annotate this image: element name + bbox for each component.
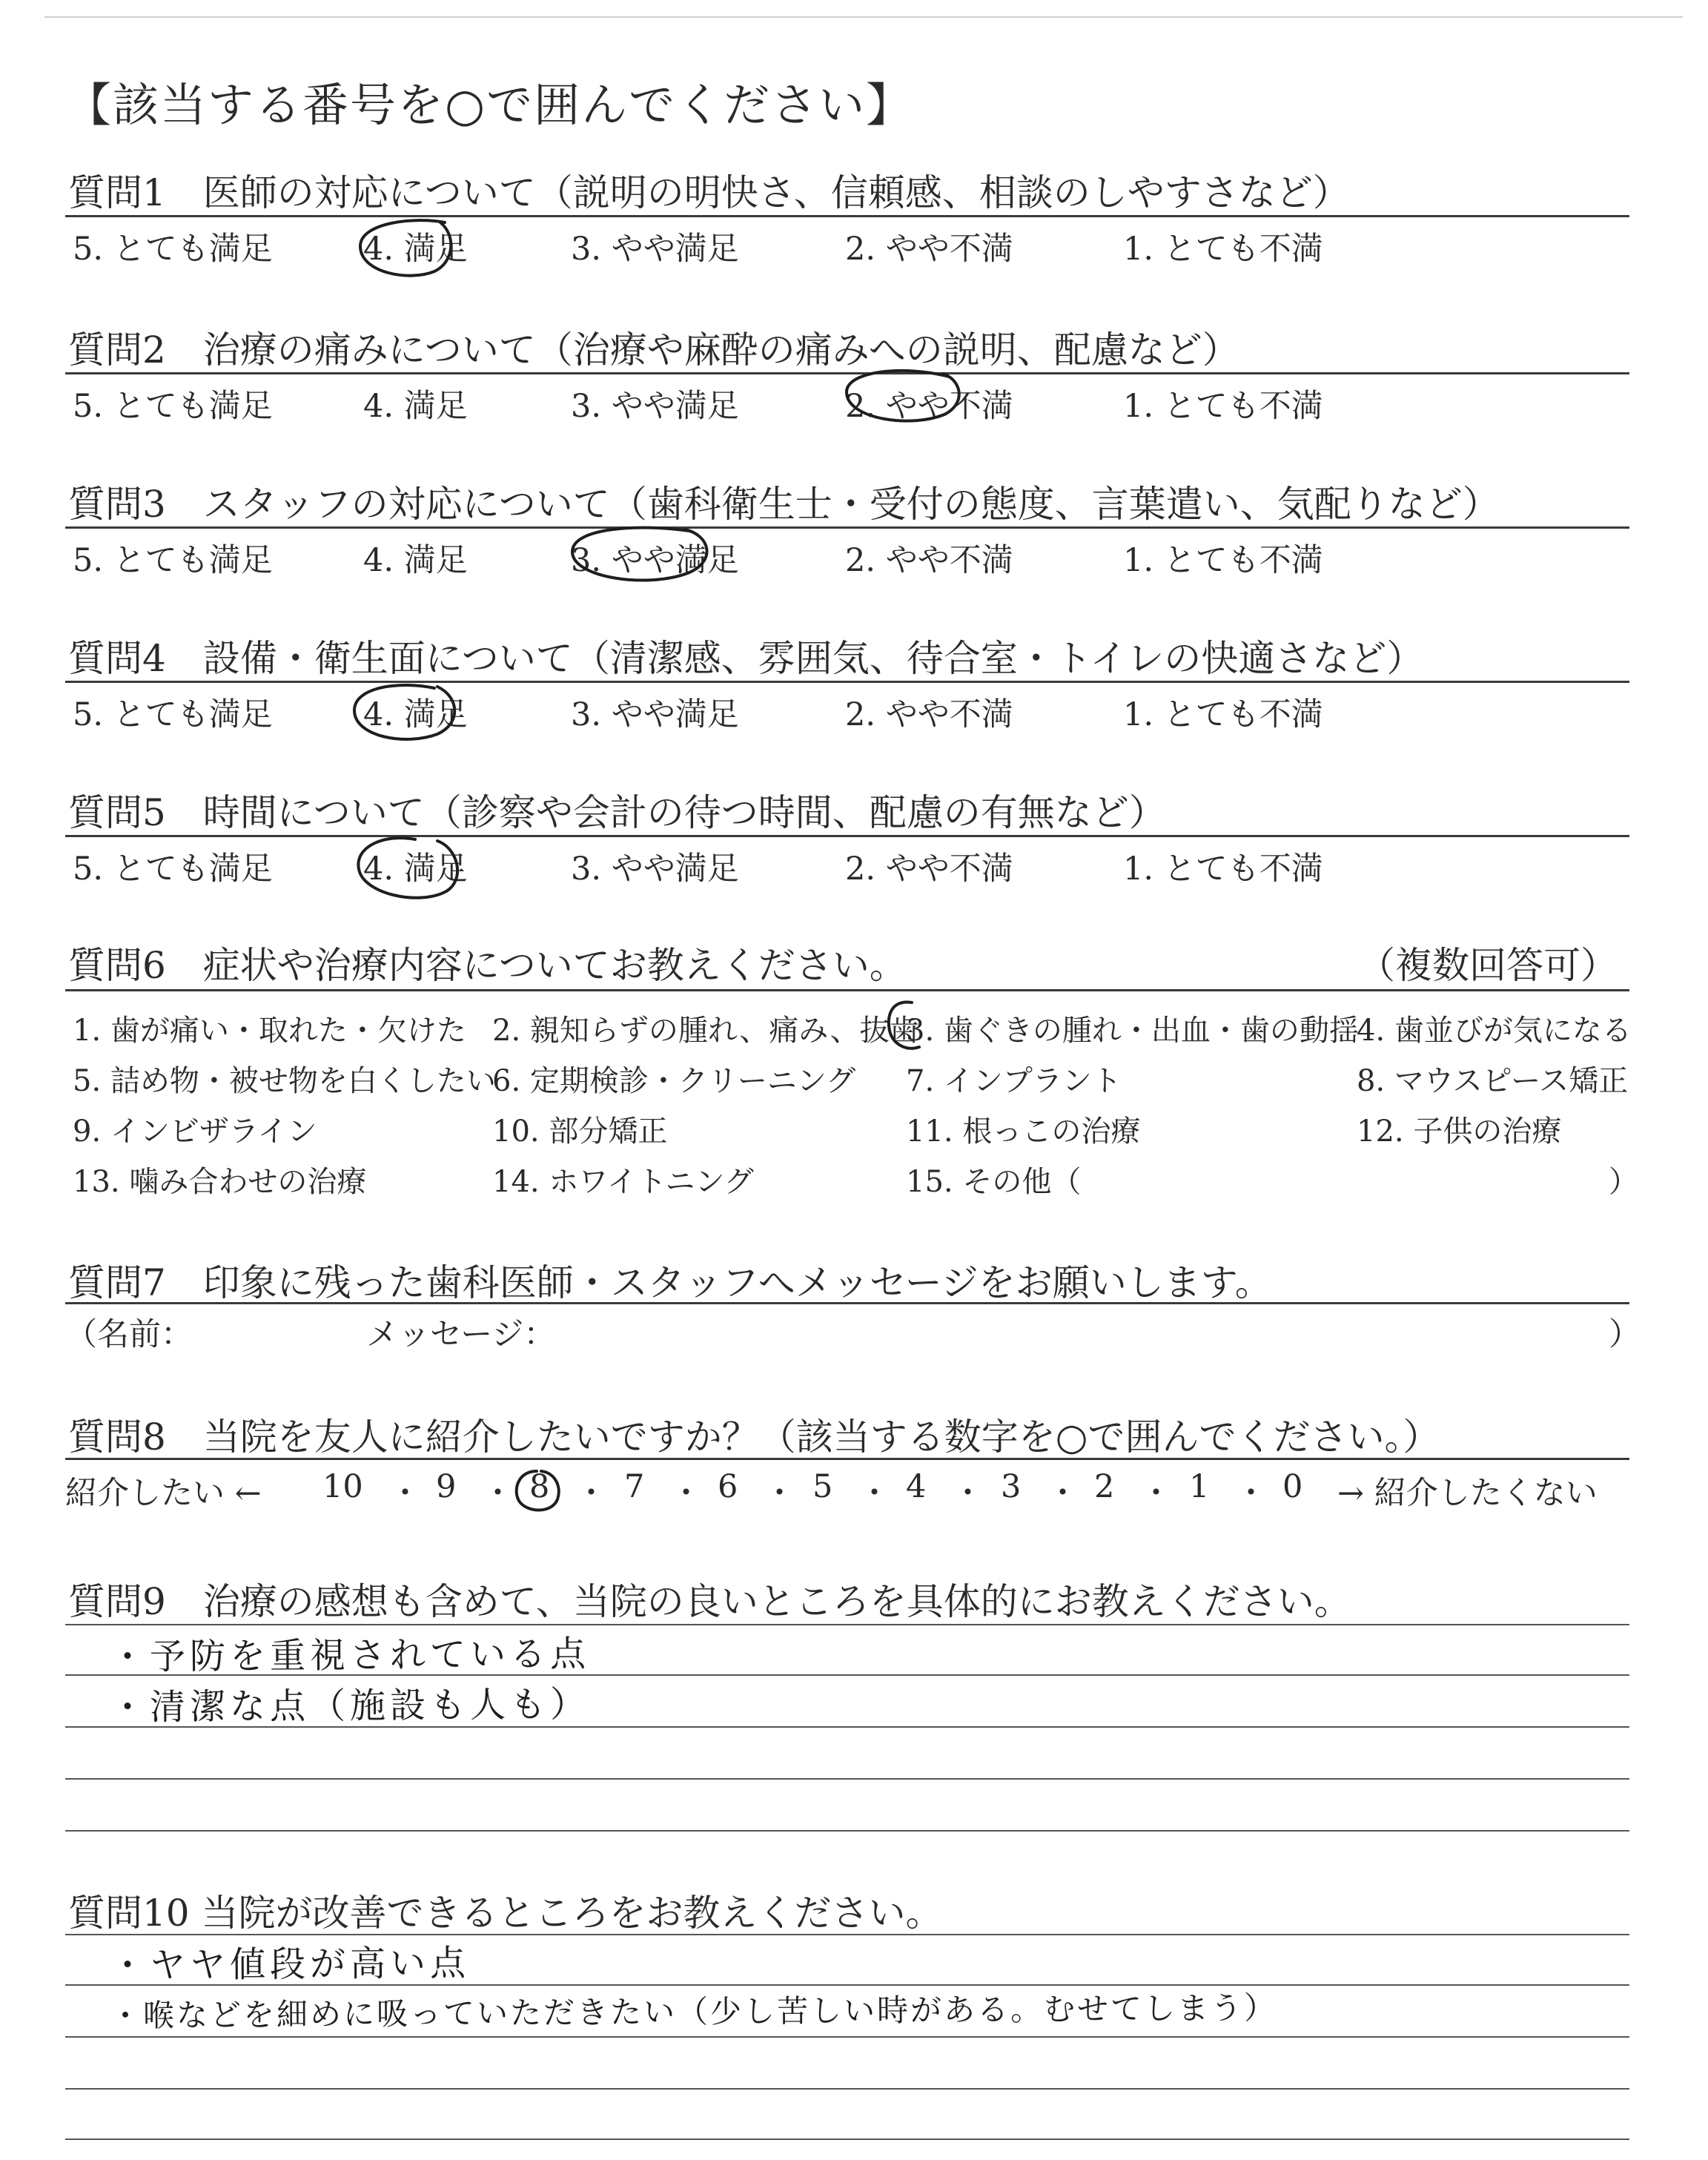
q4-option-2[interactable]: 2. やや不満 bbox=[845, 696, 1013, 733]
q4-option-5[interactable]: 5. とても満足 bbox=[73, 696, 273, 733]
q4-option-3[interactable]: 3. やや満足 bbox=[571, 696, 739, 733]
q6-option-1[interactable]: 1. 歯が痛い・取れた・欠けた bbox=[73, 1014, 466, 1048]
q5-option-1[interactable]: 1. とても不満 bbox=[1123, 851, 1323, 888]
q1-option-1[interactable]: 1. とても不満 bbox=[1123, 231, 1323, 268]
question-6-note: （複数回答可） bbox=[1358, 944, 1618, 987]
question-1-rule bbox=[65, 215, 1629, 217]
q8-value-3[interactable]: 3 bbox=[1001, 1468, 1022, 1505]
question-6-rule bbox=[65, 989, 1629, 991]
q6-option-15[interactable]: 15. その他（ bbox=[906, 1165, 1082, 1199]
question-8-rule bbox=[65, 1458, 1629, 1460]
q8-left-label: 紹介したい ← bbox=[65, 1475, 262, 1512]
q3-option-3[interactable]: 3. やや満足 bbox=[571, 542, 739, 579]
q10-writing-line bbox=[65, 2088, 1629, 2090]
q7-name-label: （名前： bbox=[65, 1316, 193, 1353]
q2-option-5[interactable]: 5. とても満足 bbox=[73, 388, 273, 425]
q8-sep: ・ bbox=[1235, 1475, 1267, 1512]
q8-value-8[interactable]: 8 bbox=[529, 1468, 550, 1505]
q9-handwritten-answer-1: ・予防を重視されている点 bbox=[109, 1633, 591, 1678]
q1-option-2[interactable]: 2. やや不満 bbox=[845, 231, 1013, 268]
q1-option-4[interactable]: 4. 満足 bbox=[363, 231, 468, 268]
question-7-title: 質問7 印象に残った歯科医師・スタッフへメッセージをお願いします。 bbox=[68, 1261, 1272, 1304]
q1-option-5[interactable]: 5. とても満足 bbox=[73, 231, 273, 268]
q3-option-5[interactable]: 5. とても満足 bbox=[73, 542, 273, 579]
question-7-rule bbox=[65, 1302, 1629, 1304]
q6-option-9[interactable]: 9. インビザライン bbox=[73, 1114, 317, 1149]
q6-option-2[interactable]: 2. 親知らずの腫れ、痛み、抜歯 bbox=[492, 1014, 919, 1048]
q8-value-9[interactable]: 9 bbox=[436, 1468, 457, 1505]
q6-option-8[interactable]: 8. マウスピース矯正 bbox=[1357, 1064, 1629, 1098]
q6-option-4[interactable]: 4. 歯並びが気になる bbox=[1357, 1014, 1632, 1048]
q8-sep: ・ bbox=[389, 1475, 421, 1512]
q3-option-4[interactable]: 4. 満足 bbox=[363, 542, 468, 579]
q6-option-13[interactable]: 13. 噛み合わせの治療 bbox=[73, 1165, 367, 1199]
question-4-rule bbox=[65, 681, 1629, 683]
q8-value-2[interactable]: 2 bbox=[1094, 1468, 1115, 1505]
question-9-title: 質問9 治療の感想も含めて、当院の良いところを具体的にお教えください。 bbox=[68, 1580, 1351, 1623]
q8-sep: ・ bbox=[858, 1475, 890, 1512]
instruction-header: 【該当する番号を○で囲んでください】 bbox=[65, 78, 914, 132]
q8-sep: ・ bbox=[1047, 1475, 1079, 1512]
q8-value-4[interactable]: 4 bbox=[906, 1468, 927, 1505]
q10-writing-line bbox=[65, 2138, 1629, 2140]
q6-option-14[interactable]: 14. ホワイトニング bbox=[492, 1165, 754, 1199]
q8-value-7[interactable]: 7 bbox=[624, 1468, 645, 1505]
question-10-title: 質問10 当院が改善できるところをお教えください。 bbox=[68, 1892, 943, 1935]
q8-value-6[interactable]: 6 bbox=[718, 1468, 738, 1505]
q8-sep: ・ bbox=[952, 1475, 984, 1512]
q6-option-12[interactable]: 12. 子供の治療 bbox=[1357, 1114, 1562, 1149]
q2-option-3[interactable]: 3. やや満足 bbox=[571, 388, 739, 425]
q10-handwritten-answer-2: ・喉などを細めに吸っていただきたい（少し苦しい時がある。むせてしまう） bbox=[109, 1989, 1278, 2034]
question-5-rule bbox=[65, 835, 1629, 837]
q6-option-11[interactable]: 11. 根っこの治療 bbox=[906, 1114, 1141, 1149]
q9-handwritten-answer-2: ・清潔な点（施設も人も） bbox=[109, 1683, 591, 1728]
q2-option-1[interactable]: 1. とても不満 bbox=[1123, 388, 1323, 425]
q8-value-5[interactable]: 5 bbox=[812, 1468, 833, 1505]
question-6-title: 質問6 症状や治療内容についてお教えください。 bbox=[68, 944, 907, 987]
page-top-edge bbox=[44, 16, 1683, 18]
q8-right-label: → 紹介したくない bbox=[1337, 1475, 1598, 1512]
q2-option-4[interactable]: 4. 満足 bbox=[363, 388, 468, 425]
q2-option-2[interactable]: 2. やや不満 bbox=[845, 388, 1013, 425]
q8-value-10[interactable]: 10 bbox=[322, 1468, 363, 1505]
q8-value-0[interactable]: 0 bbox=[1282, 1468, 1303, 1505]
q6-option-6[interactable]: 6. 定期検診・クリーニング bbox=[492, 1064, 856, 1098]
q9-writing-line bbox=[65, 1778, 1629, 1780]
question-2-rule bbox=[65, 372, 1629, 374]
q4-option-1[interactable]: 1. とても不満 bbox=[1123, 696, 1323, 733]
question-4-title: 質問4 設備・衛生面について（清潔感、雰囲気、待合室・トイレの快適さなど） bbox=[68, 637, 1424, 680]
q7-close-paren: ） bbox=[1609, 1316, 1641, 1353]
q7-message-label: メッセージ： bbox=[366, 1316, 556, 1353]
question-1-title: 質問1 医師の対応について（説明の明快さ、信頼感、相談のしやすさなど） bbox=[68, 171, 1350, 214]
q6-option-7[interactable]: 7. インプラント bbox=[906, 1064, 1122, 1098]
question-2-title: 質問2 治療の痛みについて（治療や麻酔の痛みへの説明、配慮など） bbox=[68, 328, 1239, 371]
q10-handwritten-answer-1: ・ヤヤ値段が高い点 bbox=[109, 1942, 471, 1986]
q8-value-1[interactable]: 1 bbox=[1189, 1468, 1210, 1505]
question-3-title: 質問3 スタッフの対応について（歯科衛生士・受付の態度、言葉遣い、気配りなど） bbox=[68, 483, 1500, 526]
q5-option-2[interactable]: 2. やや不満 bbox=[845, 851, 1013, 888]
q4-option-4[interactable]: 4. 満足 bbox=[363, 696, 468, 733]
q9-writing-line bbox=[65, 1830, 1629, 1832]
q3-option-1[interactable]: 1. とても不満 bbox=[1123, 542, 1323, 579]
q6-option-10[interactable]: 10. 部分矯正 bbox=[492, 1114, 668, 1149]
question-5-title: 質問5 時間について（診察や会計の待つ時間、配慮の有無など） bbox=[68, 791, 1166, 834]
question-8-title: 質問8 当院を友人に紹介したいですか？（該当する数字を○で囲んでください。） bbox=[68, 1416, 1440, 1459]
q5-option-5[interactable]: 5. とても満足 bbox=[73, 851, 273, 888]
q10-writing-line bbox=[65, 2036, 1629, 2038]
q8-sep: ・ bbox=[575, 1475, 607, 1512]
q6-other-close-paren: ） bbox=[1609, 1165, 1638, 1199]
q8-sep: ・ bbox=[1140, 1475, 1172, 1512]
q8-sep: ・ bbox=[670, 1475, 702, 1512]
q3-option-2[interactable]: 2. やや不満 bbox=[845, 542, 1013, 579]
q8-sep: ・ bbox=[482, 1475, 514, 1512]
q5-option-3[interactable]: 3. やや満足 bbox=[571, 851, 739, 888]
q6-option-3[interactable]: 3. 歯ぐきの腫れ・出血・歯の動揺 bbox=[906, 1014, 1359, 1048]
q6-option-5[interactable]: 5. 詰め物・被せ物を白くしたい bbox=[73, 1064, 496, 1098]
q5-option-4[interactable]: 4. 満足 bbox=[363, 851, 468, 888]
question-3-rule bbox=[65, 526, 1629, 529]
q8-sep: ・ bbox=[764, 1475, 795, 1512]
q1-option-3[interactable]: 3. やや満足 bbox=[571, 231, 739, 268]
q9-writing-line bbox=[65, 1624, 1629, 1625]
